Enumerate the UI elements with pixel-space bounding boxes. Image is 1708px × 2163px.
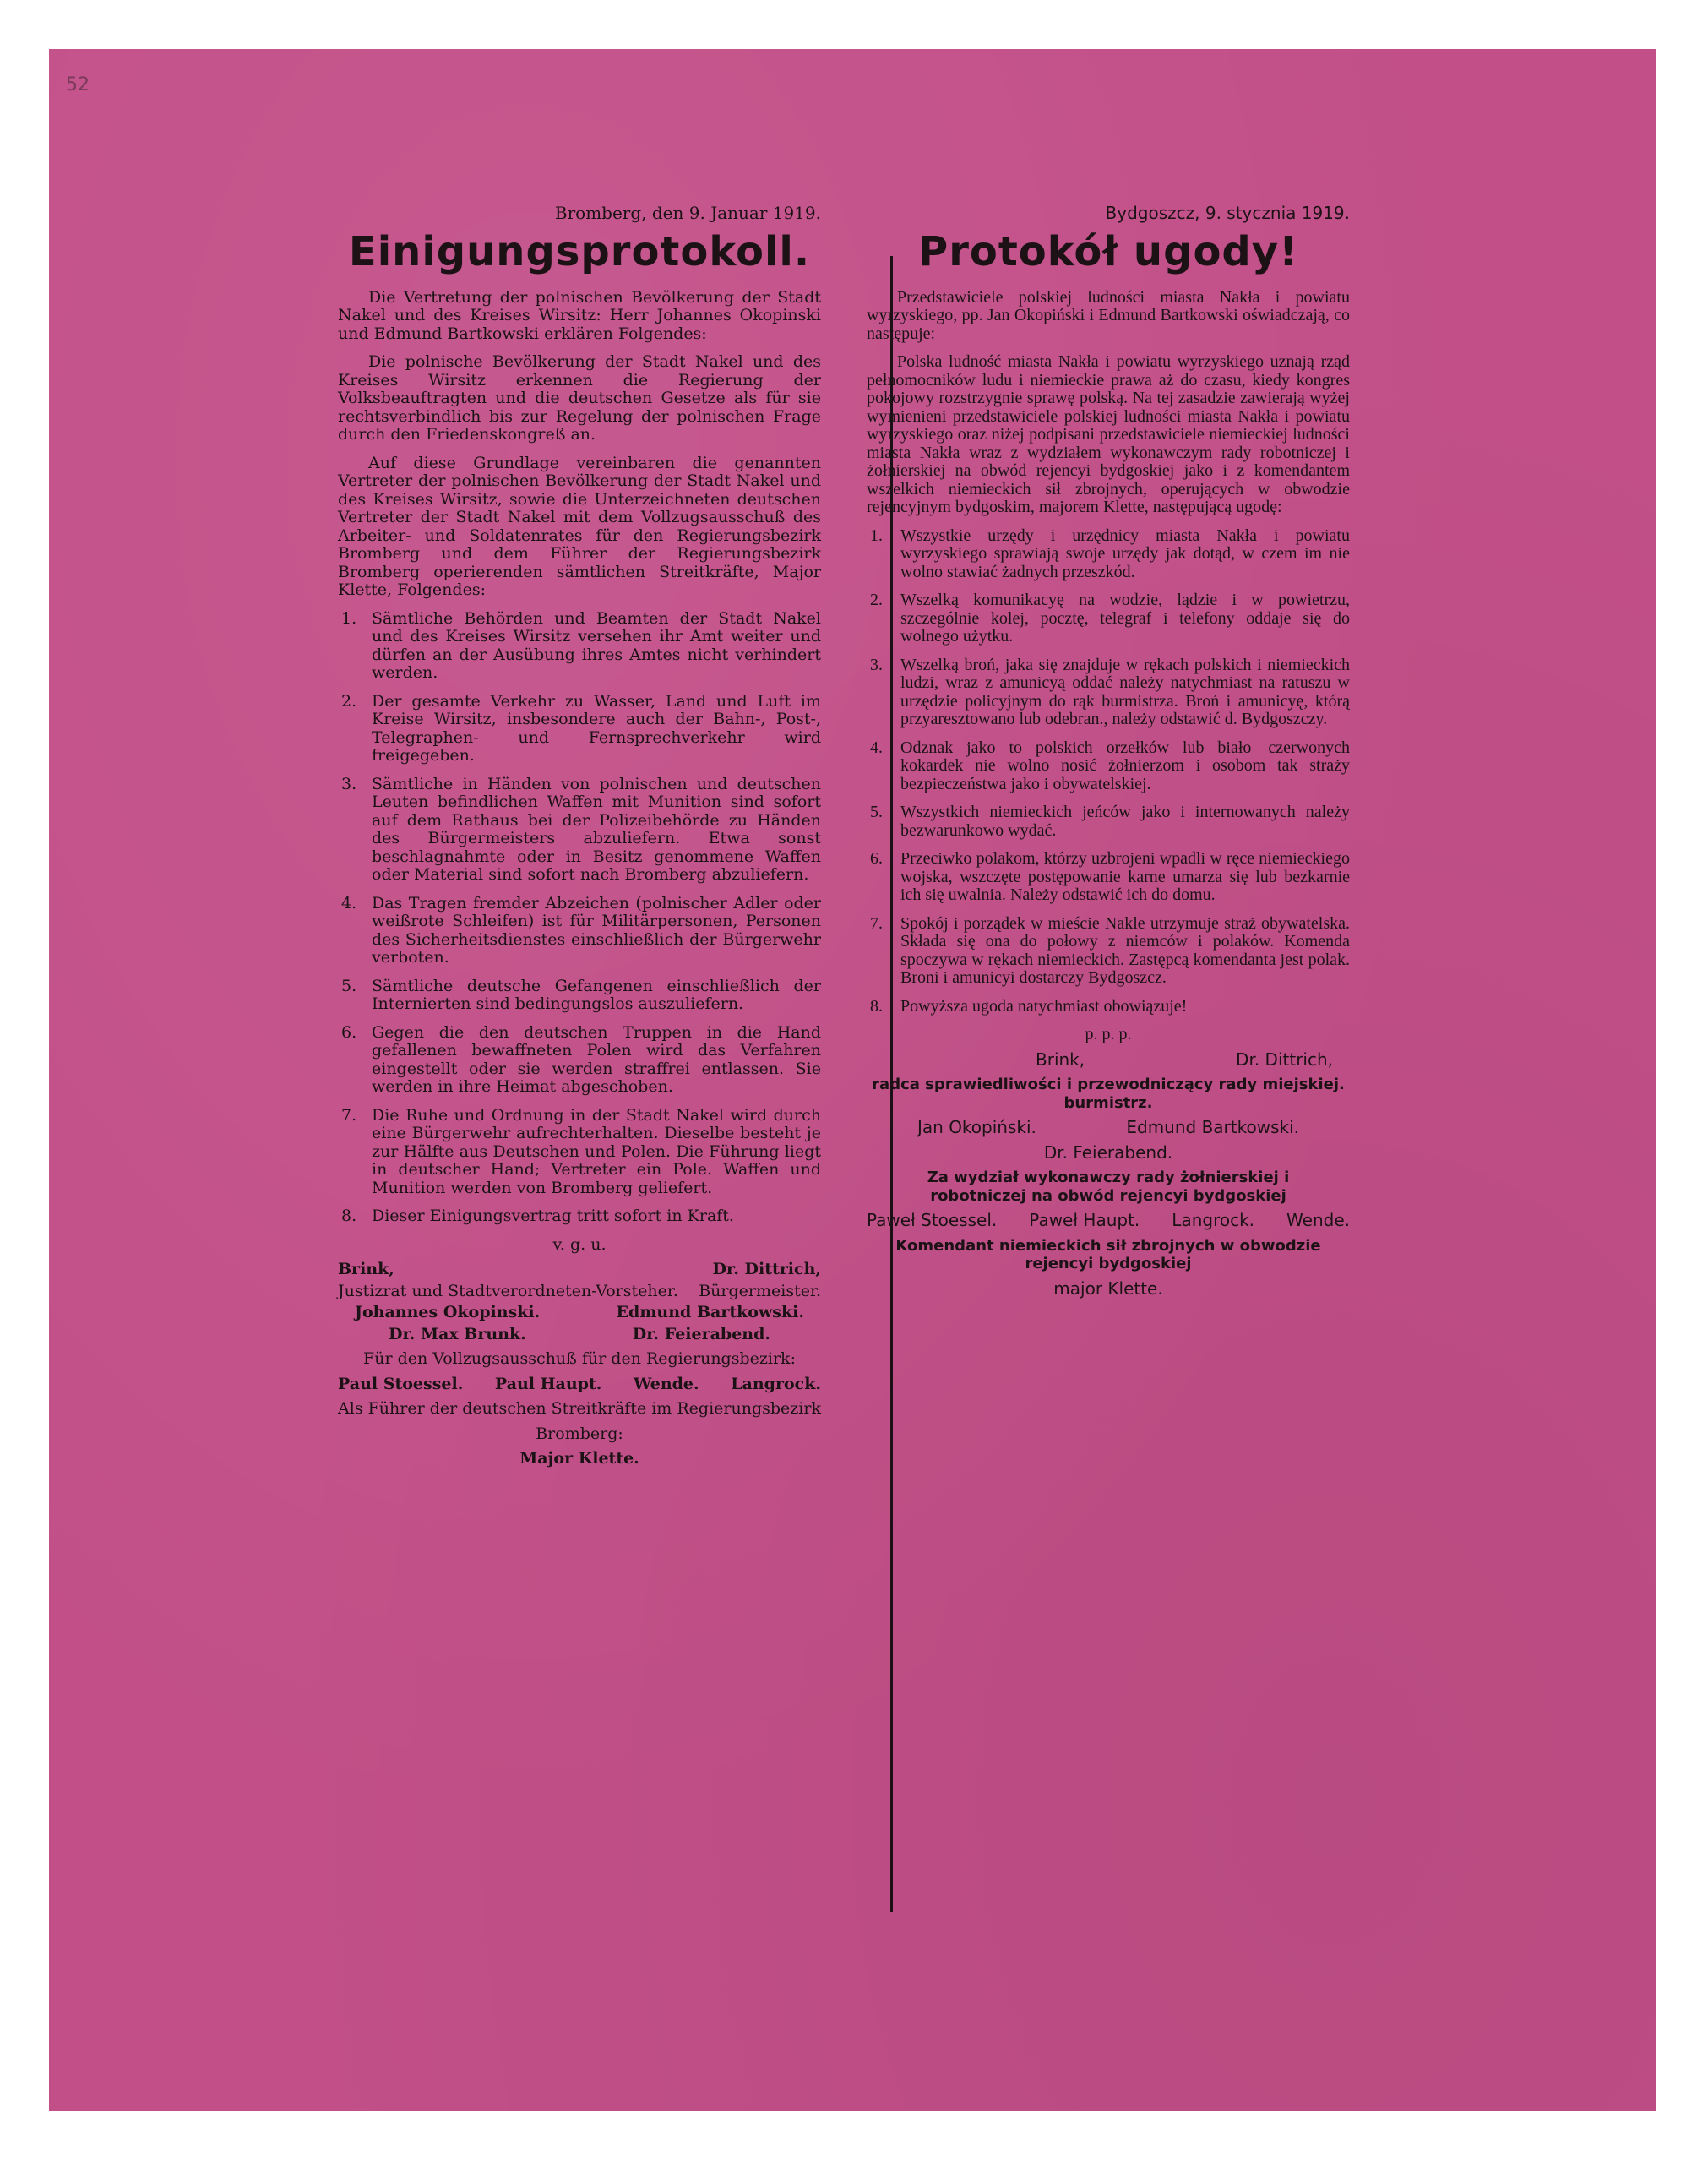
polish-article (867, 527, 1350, 582)
article-number: 3. (870, 655, 883, 674)
polish-signature-row-2 (867, 1119, 1350, 1137)
article-text: Das Tragen fremder Abzeichen (polnischer Adler oder weißrote Schleifen) ist für Militärpersonen, Personen des Sicherheitsdienstes einschließlich der Bürgerwehr verboten. (372, 893, 821, 967)
signature-bartkowski: Edmund Bartkowski. (616, 1303, 804, 1321)
article-number: 6. (341, 1022, 357, 1042)
german-role-row (338, 1283, 821, 1301)
german-intro: Die Vertretung der polnischen Bevölkerung der Stadt Nakel und des Kreises Wirsitz: Herr Johannes Okopinski und Edmund Bartkowski erklären Folgendes: (338, 287, 821, 343)
german-major-signature: Major Klette. (519, 1449, 639, 1468)
article-number: 8. (341, 1207, 357, 1225)
signature-haupt: Paul Haupt. (494, 1374, 602, 1393)
signature-bartkowski: Edmund Bartkowski. (1126, 1117, 1299, 1137)
article-text: Wszystkich niemieckich jeńców jako i internowanych należy bezwarunkowo wydać. (900, 803, 1350, 840)
signature-okopinski: Jan Okopiński. (917, 1117, 1036, 1137)
german-article (338, 610, 821, 683)
role-dittrich: Bürgermeister. (699, 1281, 821, 1300)
article-text: Spokój i porządek w mieście Nakle utrzymuje straż obywatelska. Składa się ona do połowy z niemców i polaków. Komenda spoczywa w rękach niemieckich. Zastępcą komendanta jest polak. Broni i amunicyi dostarczy Bydgoszcz. (900, 913, 1350, 987)
article-text: Powyższa ugoda natychmiast obowiązuje! (900, 996, 1188, 1016)
polish-article (867, 591, 1350, 646)
german-dateline: Bromberg, den 9. Januar 1919. (554, 203, 821, 223)
signature-dittrich: Dr. Dittrich, (1236, 1049, 1333, 1070)
article-text: Der gesamte Verkehr zu Wasser, Land und Luft im Kreise Wirsitz, insbesondere auch der Bahn-, Post-, Telegraphen- und Fernsprechverkehr wird freigegeben. (372, 691, 821, 765)
article-text: Dieser Einigungsvertrag tritt sofort in Kraft. (372, 1207, 734, 1225)
article-text: Gegen die den deutschen Truppen in die Hand gefallenen bewaffneten Polen wird das Verfahren eingestellt oder sie werden straffrei entlassen. Sie werden in ihre Heimat abgeschoben. (372, 1022, 821, 1096)
poster-sheet (49, 49, 1656, 2111)
german-article (338, 1207, 821, 1226)
signature-feierabend: Dr. Feierabend. (632, 1324, 770, 1343)
article-number: 7. (870, 913, 883, 933)
polish-article-list (867, 527, 1350, 1016)
german-article (338, 1024, 821, 1097)
german-leader-line: Als Führer der deutschen Streitkräfte im Regierungsbezirk (338, 1399, 821, 1418)
article-number: 4. (341, 893, 357, 913)
article-number: 1. (341, 608, 357, 628)
signature-okopinski: Johannes Okopinski. (355, 1303, 541, 1321)
polish-para-1: Polska ludność miasta Nakła i powiatu wyrzyskiego uznają rząd pełnomocników ludu i niemieckie prawa aż do czasu, kiedy kongres pokojowy rozstrzygnie sprawę polską. Na tej zasadzie zawierają wyżej wymienieni przedstawiciele polskiej ludności miasta Nakła i powiatu wyrzyskiego oraz niżej podpisani przedstawiciele niemieckiej ludności miasta Nakła wraz z wydziałem wykonawczym rady robotniczej i żołnierskiej na obwód rejencyi bydgoskiej jako i z komendantem wszelkich niemieckich sił zbrojnych, operujących w obwodzie rejencyjnym bydgoskim, majorem Klette, następującą ugodę: (867, 352, 1350, 516)
german-article (338, 693, 821, 765)
polish-committee-line: Za wydział wykonawczy rady żołnierskiej i robotniczej na obwód rejencyi bydgoskiej (927, 1169, 1290, 1205)
article-text: Wszystkie urzędy i urzędnicy miasta Nakła i powiatu wyrzyskiego sprawiają swoje urzędy jak dotąd, w czem im nie wolno stawiać żadnych przeszkód. (900, 526, 1350, 581)
article-text: Wszelką broń, jaka się znajduje w rękach polskich i niemieckich ludzi, wraz z amunicyą oddać należy natychmiast na ratuszu w urzędzie policyjnym do rąk burmistrza. Broń i amunicyę, którą przyaresztowano lub odebran., należy odstawić d. Bydgoszczy. (900, 655, 1350, 728)
signature-wende: Wende. (633, 1374, 699, 1393)
polish-commander-line: Komendant niemieckich sił zbrojnych w obwodzie rejencyi bydgoskiej (895, 1236, 1321, 1272)
polish-article (867, 804, 1350, 840)
article-text: Sämtliche in Händen von polnischen und deutschen Leuten befindlichen Waffen mit Munition sind sofort auf dem Rathaus bei der Polizeibehörde zu Händen des Bürgermeisters abzuliefern. Etwa sonst beschlagnahmte oder in Besitz genommene Waffen oder Material sind sofort nach Bromberg abzuliefern. (372, 774, 821, 884)
german-signature-row-3 (338, 1326, 821, 1344)
signature-wende: Wende. (1286, 1210, 1350, 1230)
german-committee-signatures (338, 1376, 821, 1394)
article-number: 1. (870, 526, 883, 545)
signature-stoessel: Paul Stoessel. (338, 1374, 464, 1393)
polish-major-signature: major Klette. (1053, 1278, 1163, 1299)
article-number: 3. (341, 774, 357, 793)
german-article (338, 776, 821, 885)
role-brink: Justizrat und Stadtverordneten-Vorsteher. (338, 1281, 678, 1300)
polish-article (867, 915, 1350, 988)
polish-signature-row-1 (867, 1051, 1350, 1070)
polish-title: Protokół ugody! (918, 227, 1298, 275)
article-number: 2. (870, 591, 883, 609)
polish-article (867, 657, 1350, 729)
article-number: 5. (341, 976, 357, 995)
polish-dateline: Bydgoszcz, 9. stycznia 1919. (1105, 203, 1350, 223)
article-number: 4. (870, 738, 883, 757)
article-text: Wszelką komunikacyę na wodzie, lądzie i w powietrzu, szczególnie kolej, pocztę, telegraf i telefony oddaje się do wolnego użytku. (900, 591, 1350, 646)
article-text: Sämtliche Behörden und Beamten der Stadt Nakel und des Kreises Wirsitz versehen ihr Amt weiter und dürfen an der Ausübung ihres Amtes nicht verhindert werden. (372, 608, 821, 682)
signature-haupt: Paweł Haupt. (1029, 1210, 1140, 1230)
german-title: Einigungsprotokoll. (348, 227, 811, 275)
polish-article (867, 739, 1350, 794)
polish-roles-line: radca sprawiedliwości i przewodniczący rady miejskiej. burmistrz. (872, 1076, 1345, 1112)
german-vgu: v. g. u. (552, 1234, 607, 1254)
german-signature-row-1 (338, 1261, 821, 1279)
article-number: 8. (870, 996, 883, 1016)
polish-article (867, 850, 1350, 905)
article-number: 5. (870, 803, 883, 821)
german-para-2: Auf diese Grundlage vereinbaren die genannten Vertreter der polnischen Bevölkerung der Stadt Nakel und des Kreises Wirsitz, sowie die Unterzeichneten deutschen Vertreter der Stadt Nakel mit dem Vollzugsausschuß des Arbeiter- und Soldatenrates für den Regierungsbezirk Bromberg und dem Führer der Regierungsbezirk Bromberg operierenden sämtlichen Streitkräfte, Major Klette, Folgendes: (338, 453, 821, 599)
german-place-line: Bromberg: (536, 1424, 623, 1443)
polish-article (867, 998, 1350, 1016)
signature-langrock: Langrock. (1172, 1210, 1255, 1230)
article-number: 2. (341, 691, 357, 711)
german-article-list (338, 610, 821, 1226)
signature-stoessel: Paweł Stoessel. (867, 1210, 998, 1230)
signature-brink: Brink, (1036, 1049, 1085, 1070)
signature-feierabend: Dr. Feierabend. (1043, 1141, 1173, 1163)
article-number: 6. (870, 849, 883, 868)
pencil-page-number: 52 (66, 74, 90, 95)
german-article (338, 978, 821, 1014)
article-number: 7. (341, 1105, 357, 1125)
article-text: Odznak jako to polskich orzełków lub biało—czerwonych kokardek nie wolno nosić żołnierzom i osobom tak straży bezpieczeństwa jako i obywatelskiej. (900, 738, 1350, 793)
german-signature-row-2 (338, 1304, 821, 1322)
german-column (338, 204, 821, 1475)
signature-brunk: Dr. Max Brunk. (389, 1324, 526, 1343)
polish-committee-signatures (867, 1212, 1350, 1230)
article-text: Sämtliche deutsche Gefangenen einschließlich der Internierten sind bedingungslos auszuliefern. (372, 976, 821, 1013)
signature-langrock: Langrock. (731, 1374, 821, 1393)
signature-brink: Brink, (338, 1260, 394, 1278)
polish-intro: Przedstawiciele polskiej ludności miasta Nakła i powiatu wyrzyskiego, pp. Jan Okopiński i Edmund Bartkowski oświadczają, co następuje: (867, 287, 1350, 343)
german-para-1: Die polnische Bevölkerung der Stadt Nakel und des Kreises Wirsitz erkennen die Regierung der Volksbeauftragten und die deutschen Gesetze als für sie rechtsverbindlich bis zur Regelung der polnischen Frage durch den Friedenskongreß an. (338, 352, 821, 444)
german-committee-line: Für den Vollzugsausschuß für den Regierungsbezirk: (363, 1349, 796, 1368)
german-article (338, 895, 821, 967)
german-article (338, 1107, 821, 1198)
polish-column (867, 204, 1350, 1305)
article-text: Przeciwko polakom, którzy uzbrojeni wpadli w ręce niemieckiego wojska, wszczęte postępowanie karne umarza się lub bezkarnie ich się uwalnia. Należy odstawić ich do domu. (900, 849, 1350, 904)
signature-dittrich: Dr. Dittrich, (712, 1260, 821, 1278)
article-text: Die Ruhe und Ordnung in der Stadt Nakel wird durch eine Bürgerwehr aufrechterhalten. Dieselbe besteht je zur Hälfte aus Deutschen und Polen. Die Führung liegt in deutscher Hand; Vertreter ein Pole. Waffen und Munition werden von Bromberg geliefert. (372, 1105, 821, 1197)
polish-ppp: p. p. p. (1085, 1025, 1132, 1043)
